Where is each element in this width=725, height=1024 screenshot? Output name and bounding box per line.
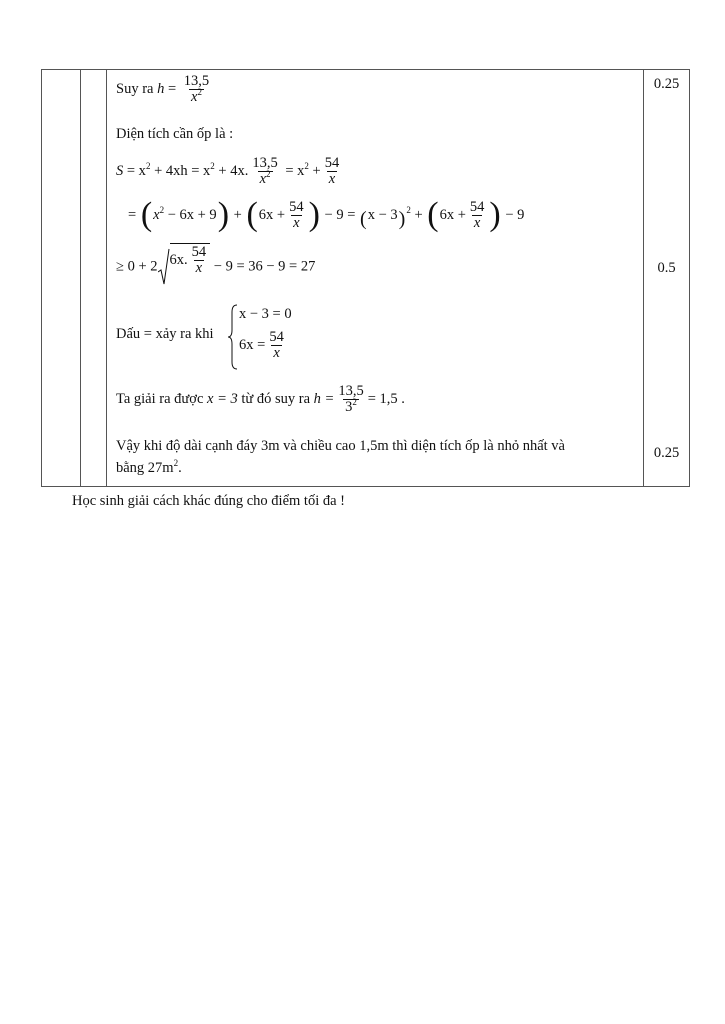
text: + <box>230 206 246 223</box>
score-cell: 0.25 <box>653 445 680 461</box>
text: x <box>153 206 160 223</box>
radical-sign-icon <box>158 248 170 286</box>
sqrt <box>158 243 211 286</box>
text: + <box>410 206 427 223</box>
footer-note: Học sinh giải cách khác đúng cho điểm tối đa ! <box>72 493 346 509</box>
numerator: 54 <box>191 243 207 260</box>
exponent: 2 <box>304 160 309 171</box>
solution-line-area-label: Diện tích cần ốp là : <box>116 126 234 142</box>
score-cell: 0.25 <box>653 76 680 92</box>
denominator: x <box>273 345 280 361</box>
system-eq2 <box>239 330 288 361</box>
numerator: 54 <box>469 199 485 215</box>
text: bằng 27m <box>116 460 174 476</box>
numerator: 54 <box>324 155 340 171</box>
solution-line-area-formula <box>116 156 343 187</box>
text: Suy ra <box>116 80 154 97</box>
text: + 4xh = x <box>150 162 211 179</box>
solution-line-result <box>116 384 405 415</box>
text: − 9 = <box>320 206 360 223</box>
exponent: 2 <box>173 458 179 468</box>
denominator <box>343 399 359 415</box>
numerator: 13,5 <box>183 73 210 89</box>
text: − 6x + 9 <box>164 206 217 223</box>
equality-condition-label: Dấu = xảy ra khi <box>116 326 214 342</box>
denominator <box>189 89 204 105</box>
brace-icon <box>228 304 238 370</box>
text: x − 3 <box>367 206 398 223</box>
conclusion-line1: Vậy khi độ dài cạnh đáy 3m và chiều cao 1,5m thì diện tích ốp là nhỏ nhất và <box>116 438 565 454</box>
text: x <box>259 171 267 187</box>
numerator: 13,5 <box>252 155 278 171</box>
exponent: 2 <box>159 204 165 215</box>
system-eq1: x − 3 = 0 <box>239 306 292 322</box>
numerator: 13,5 <box>338 383 364 399</box>
fraction <box>468 200 487 231</box>
exponent: 2 <box>145 160 151 171</box>
fraction <box>323 156 342 187</box>
text: − 9 <box>501 206 525 223</box>
text: 6x + <box>439 206 466 223</box>
text: = <box>128 206 140 223</box>
text: = x <box>126 162 146 179</box>
denominator <box>258 171 273 187</box>
fraction <box>336 384 365 415</box>
numerator: 54 <box>269 329 284 345</box>
numerator: 54 <box>289 199 304 215</box>
text: S <box>116 162 124 179</box>
solution-line-h <box>116 74 213 105</box>
text: − 9 = 36 − 9 = 27 <box>210 258 316 275</box>
exponent: 2 <box>352 397 357 407</box>
exponent: 2 <box>210 160 215 171</box>
text: = <box>167 80 177 97</box>
fraction <box>250 156 279 187</box>
score-cell: 0.5 <box>657 260 676 276</box>
text: x = 3 <box>207 390 238 407</box>
text: 3 <box>345 399 353 415</box>
exponent: 2 <box>266 169 271 179</box>
text: + <box>308 162 321 179</box>
text: . <box>178 460 182 476</box>
solution-line-expansion: = $(x^2 - 6x + 9) + (6x$ + $\frac{54}{x}$ ) − $9 = (x - 3)^2 + (6x$ + $\frac{54}{x}$ ) − 9 <box>128 195 525 233</box>
text: = x <box>281 162 305 179</box>
fraction <box>190 245 209 276</box>
column-divider <box>106 70 107 486</box>
denominator: x <box>328 171 336 187</box>
exponent: 2 <box>406 204 411 215</box>
var: h <box>157 80 165 97</box>
exponent: 2 <box>197 87 202 97</box>
text: = 1,5 . <box>367 390 405 407</box>
text: ≥ 0 + 2 <box>116 258 158 275</box>
text: 6x = <box>239 336 266 353</box>
denominator: x <box>473 215 481 231</box>
text: từ đó suy ra <box>241 390 311 407</box>
text: 6x. <box>169 251 188 268</box>
text: h = <box>313 390 335 407</box>
column-divider <box>80 70 81 486</box>
denominator: x <box>293 215 300 231</box>
text: + 4x. <box>214 162 249 179</box>
fraction <box>267 330 286 361</box>
fraction <box>287 200 306 231</box>
column-divider <box>643 70 644 486</box>
text: Ta giải ra được <box>116 390 204 407</box>
solution-line-inequality <box>116 243 316 286</box>
conclusion-line2 <box>116 460 182 477</box>
denominator: x <box>195 259 203 276</box>
text: 6x + <box>258 206 286 223</box>
fraction <box>182 74 211 105</box>
text: x <box>191 89 198 105</box>
